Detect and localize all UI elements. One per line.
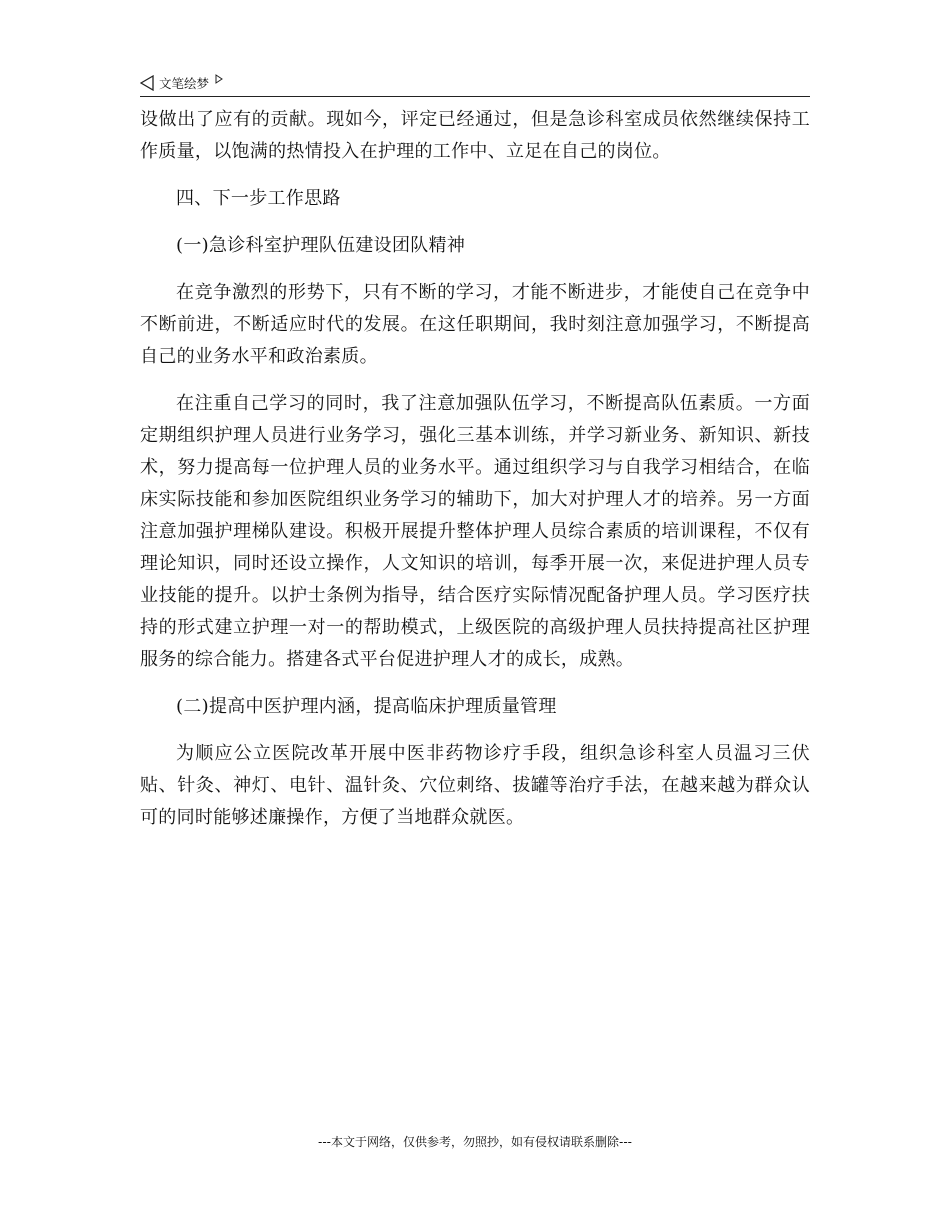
section-heading-next-steps: 四、下一步工作思路 [176,188,341,209]
paragraph-tcm-methods: 为顺应公立医院改革开展中医非药物诊疗手段，组织急诊科室人员温习三伏贴、针灸、神灯、电针、温针灸、穴位刺络、拔罐等治疗手法，在越来越为群众认可的同时能够述廉操作，方便了当地群众就医。 [140,743,810,828]
page-header [140,70,810,97]
subsection-heading-team-spirit: (一)急诊科室护理队伍建设团队精神 [176,235,466,256]
triangle-right-icon [215,73,223,87]
page-footer-disclaimer: ---本文于网络，仅供参考，勿照抄，如有侵权请联系删除--- [318,1135,632,1149]
document-body [140,104,810,834]
paragraph-continuation: 设做出了应有的贡献。现如今，评定已经通过，但是急诊科室成员依然继续保持工作质量，以饱满的热情投入在护理的工作中、立足在自己的岗位。 [140,109,810,162]
paragraph-team-training: 在注重自己学习的同时，我了注意加强队伍学习，不断提高队伍素质。一方面定期组织护理人员进行业务学习，强化三基本训练，并学习新业务、新知识、新技术，努力提高每一位护理人员的业务水平。通过组织学习与自我学习相结合，在临床实际技能和参加医院组织业务学习的辅助下，加大对护理人才的培养。另一方面注意加强护理梯队建设。积极开展提升整体护理人员综合素质的培训课程，不仅有理论知识，同时还设立操作，人文知识的培训，每季开展一次，来促进护理人员专业技能的提升。以护士条例为指导，结合医疗实际情况配备护理人员。学习医疗扶持的形式建立护理一对一的帮助模式，上级医院的高级护理人员扶持提高社区护理服务的综合能力。搭建各式平台促进护理人才的成长，成熟。 [140,393,810,670]
header-brand: 文笔绘梦 [159,76,210,91]
subsection-heading-tcm-nursing: (二)提高中医护理内涵，提高临床护理质量管理 [176,696,557,717]
paragraph-learning: 在竞争激烈的形势下，只有不断的学习，才能不断进步，才能使自己在竞争中不断前进，不断适应时代的发展。在这任职期间，我时刻注意加强学习，不断提高自己的业务水平和政治素质。 [140,282,810,367]
triangle-left-icon [140,75,154,91]
